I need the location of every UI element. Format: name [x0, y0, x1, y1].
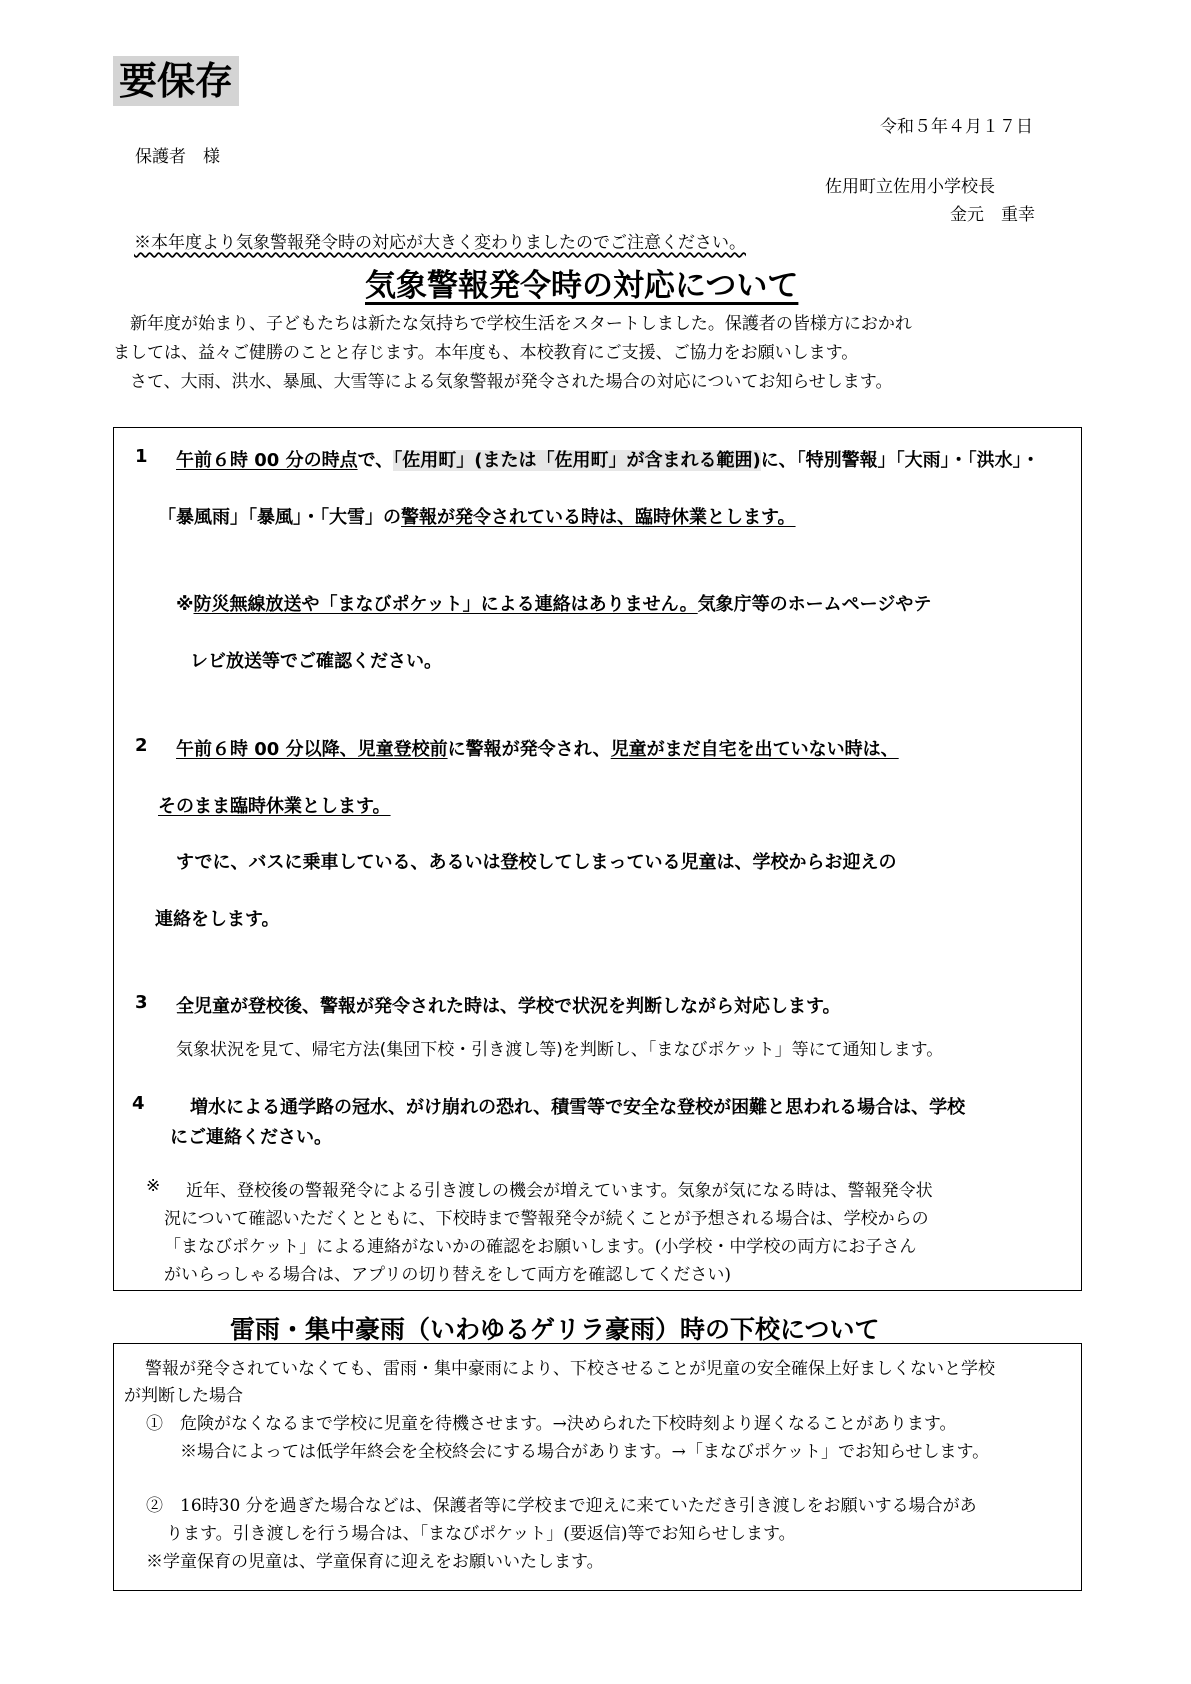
- section-2-case-1: ① 危険がなくなるまで学校に児童を待機させます。→決められた下校時刻より遅くなることがあります。: [146, 1414, 957, 1434]
- item-3-line-1: 全児童が登校後、警報が発令された時は、学校で状況を判断しながら対応します。: [176, 996, 841, 1017]
- note-line: 近年、登校後の警報発令による引き渡しの機会が増えています。気象が気になる時は、警報発令状: [186, 1181, 933, 1201]
- item-2-timing: 午前６時 00 分以降、児童登校前: [176, 739, 448, 760]
- keep-label: 要保存: [113, 56, 239, 106]
- text: 「暴風雨」「暴風」・「大雪」の: [158, 507, 401, 528]
- note-line: がいらっしゃる場合は、アプリの切り替えをして両方を確認してください): [164, 1265, 731, 1285]
- item-1-no-contact: 防災無線放送や「まなびポケット」による連絡はありません。: [193, 594, 698, 615]
- item-1-time: 午前６時 00 分の時点: [176, 450, 358, 471]
- note-line: 況について確認いただくとともに、下校時まで警報発令が続くことが予想される場合は、学校からの: [164, 1209, 929, 1229]
- item-2-line-1: [176, 735, 899, 761]
- item-1-line-1: [176, 446, 1040, 472]
- item-2-rule: そのまま臨時休業とします。: [158, 796, 391, 817]
- item-4-line-2: にご連絡ください。: [170, 1127, 332, 1148]
- principal-title: 佐用町立佐用小学校長: [825, 177, 995, 197]
- section-2-case-2-cont: ります。引き渡しを行う場合は、「まなびポケット」(要返信)等でお知らせします。: [166, 1524, 796, 1544]
- text: に警報が発令され、: [447, 739, 611, 760]
- section-2-lead: 警報が発令されていなくても、雷雨・集中豪雨により、下校させることが児童の安全確保上好ましくないと学校: [145, 1359, 995, 1379]
- item-1-line-2: [158, 503, 796, 529]
- section-2-lead-cont: が判断した場合: [124, 1386, 243, 1406]
- item-1-area: 「佐用町」(または「佐用町」が含まれる範囲): [393, 450, 761, 471]
- text: ※: [176, 594, 194, 615]
- section-2-case-2: ② 16時30 分を過ぎた場合などは、保護者等に学校まで迎えに来ていただき引き渡しをお願いする場合があ: [146, 1496, 977, 1516]
- item-1-note: [176, 590, 931, 616]
- item-3-line-2: 気象状況を見て、帰宅方法(集団下校・引き渡し等)を判断し、「まなびポケット」等にて通知します。: [176, 1040, 944, 1060]
- section-2-title: 雷雨・集中豪雨（いわゆるゲリラ豪雨）時の下校について: [230, 1315, 880, 1344]
- item-2-condition: 児童がまだ自宅を出ていない時は、: [610, 739, 899, 760]
- text: で、: [357, 450, 394, 471]
- issue-date: 令和５年４月１７日: [880, 117, 1033, 137]
- change-notice: ※本年度より気象警報発令時の対応が大きく変わりましたのでご注意ください。: [134, 233, 746, 253]
- principal-name: 金元 重幸: [950, 205, 1035, 225]
- item-2-line-2: [158, 792, 391, 818]
- item-number: 2: [135, 735, 148, 756]
- intro-line: 新年度が始まり、子どもたちは新たな気持ちで学校生活をスタートしました。保護者の皆様方におかれ: [130, 314, 912, 334]
- section-2-gakudo-note: ※学童保育の児童は、学童保育に迎えをお願いいたします。: [146, 1552, 604, 1572]
- text: 気象庁等のホームページやテ: [697, 594, 932, 615]
- intro-line: ましては、益々ご健勝のことと存じます。本年度も、本校教育にご支援、ご協力をお願いします。: [113, 343, 859, 363]
- intro-paragraph: [113, 310, 1093, 397]
- item-2-line-3: すでに、バスに乗車している、あるいは登校してしまっている児童は、学校からお迎えの: [176, 852, 897, 873]
- item-number: 1: [135, 446, 148, 467]
- item-number: 4: [132, 1093, 145, 1114]
- section-2-case-1-note: ※場合によっては低学年終会を全校終会にする場合があります。→「まなびポケット」でお知らせします。: [180, 1442, 990, 1462]
- addressee: 保護者 様: [135, 147, 220, 167]
- main-title: 気象警報発令時の対応について: [365, 268, 799, 304]
- note-mark: ※: [146, 1176, 161, 1196]
- note-line: 「まなびポケット」による連絡がないかの確認をお願いします。(小学校・中学校の両方にお子さん: [164, 1237, 917, 1257]
- text: に、「特別警報」「大雨」・「洪水」・: [760, 450, 1040, 471]
- item-4-line-1: 増水による通学路の冠水、がけ崩れの恐れ、積雪等で安全な登校が困難と思われる場合は、学校: [190, 1097, 966, 1118]
- item-1-rule: 警報が発令されている時は、臨時休業とします。: [401, 507, 796, 528]
- item-2-line-4: 連絡をします。: [155, 909, 280, 930]
- intro-line: さて、大雨、洪水、暴風、大雪等による気象警報が発令された場合の対応についてお知らせします。: [130, 372, 893, 392]
- item-1-note-cont: レビ放送等でご確認ください。: [190, 651, 442, 672]
- item-number: 3: [135, 992, 148, 1013]
